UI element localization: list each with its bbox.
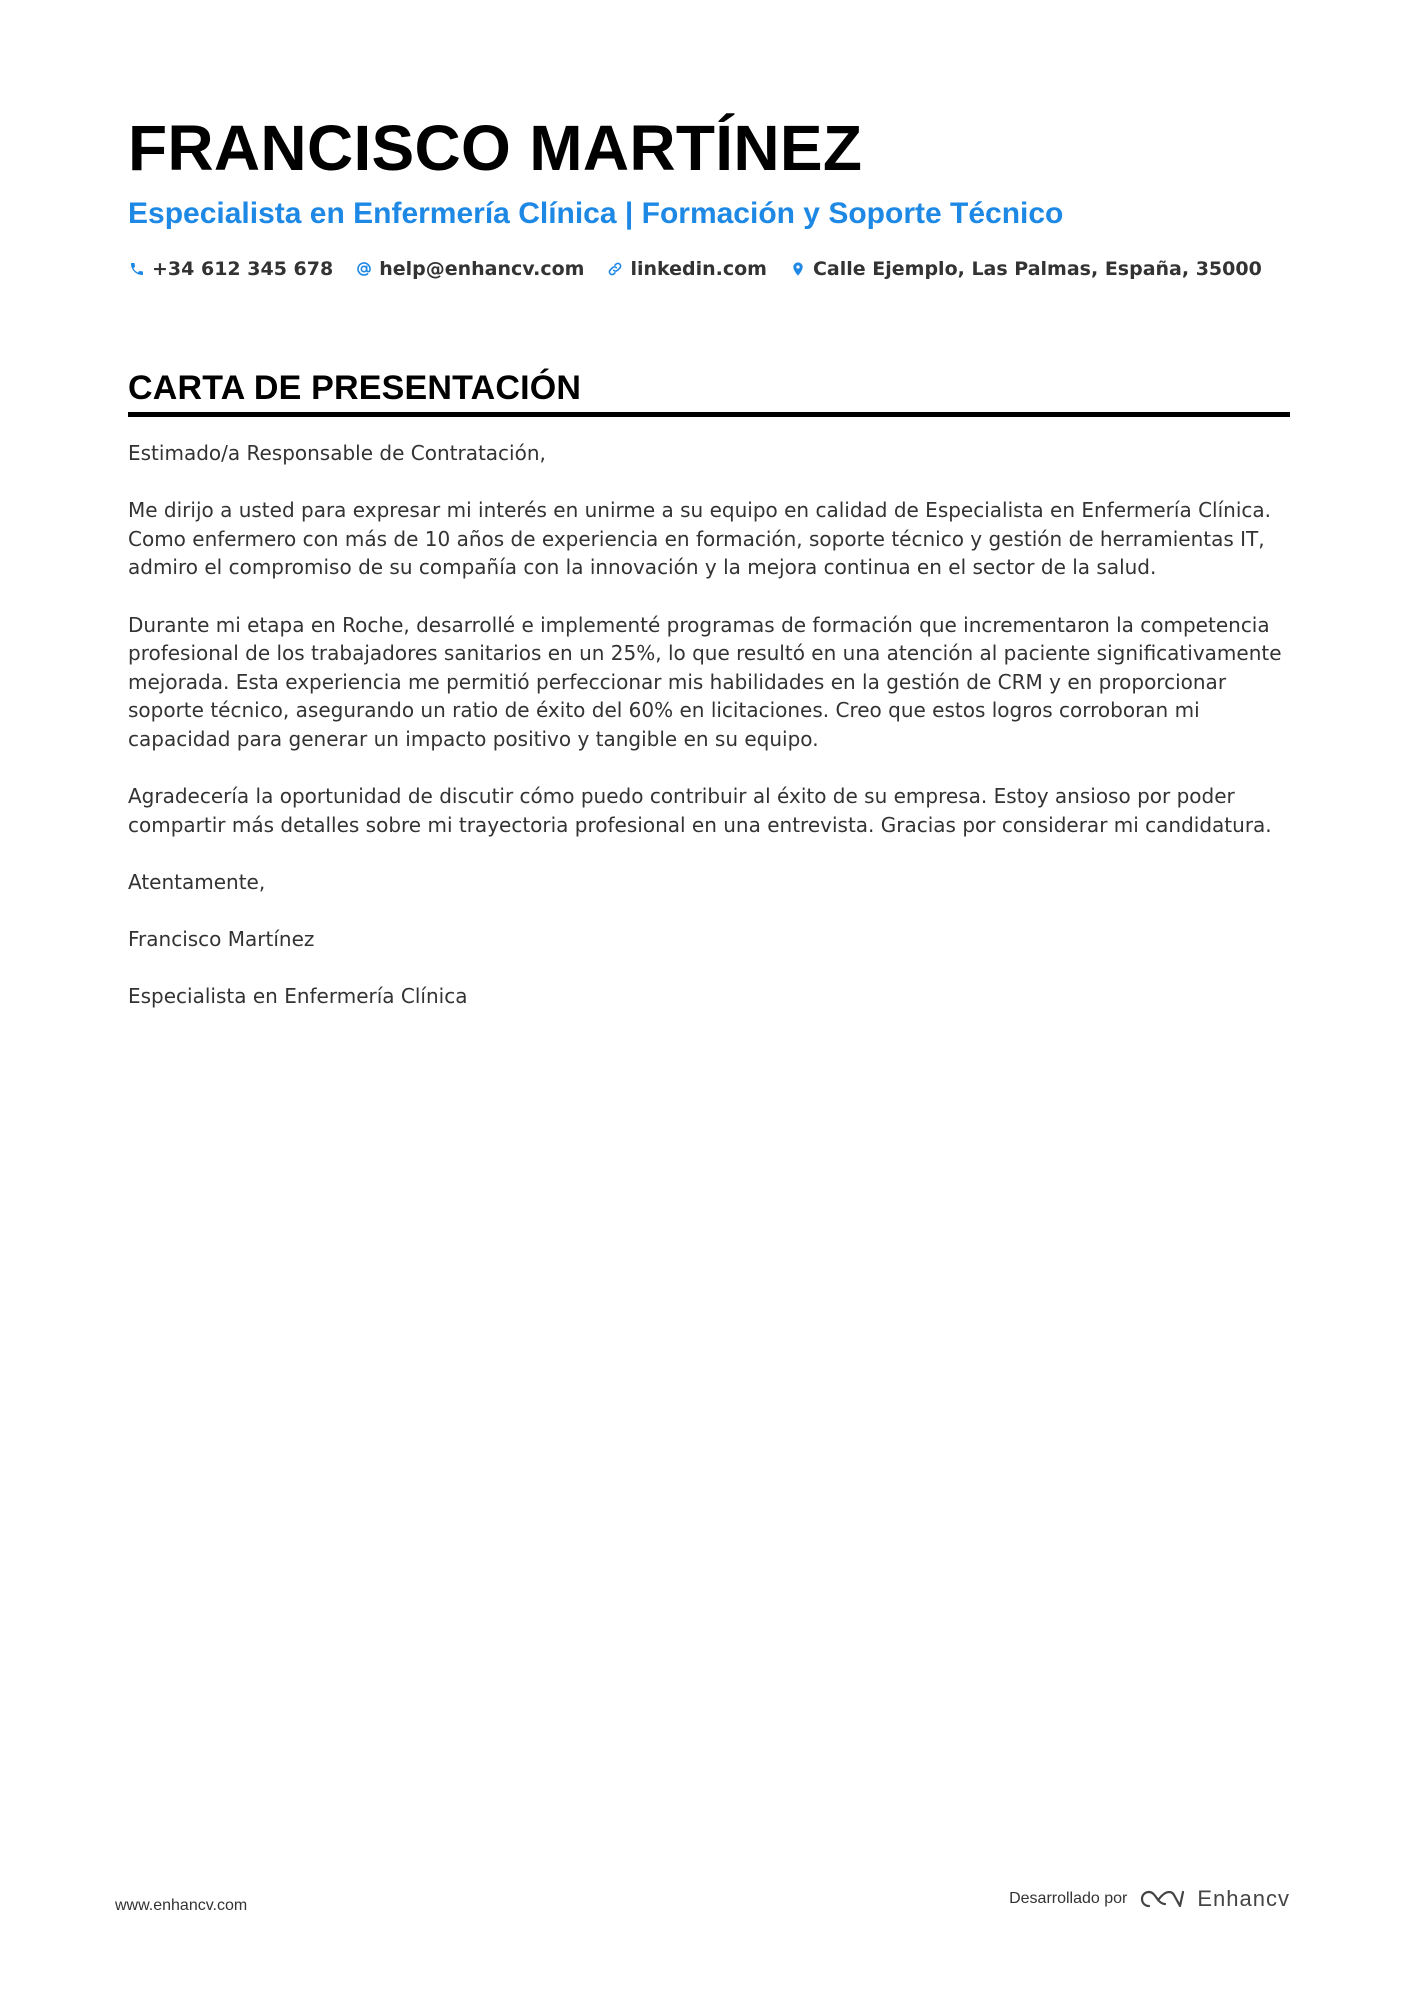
letter-paragraph: Me dirijo a usted para expresar mi interés en unirme a su equipo en calidad de Especialista en Enfermería Clínica. Como enfermero con más de 10 años de experiencia en formación, soporte técnico y gestión de herramientas IT, admiro el compromiso de su compañía con la innovación y la mejora continua en el sector de la salud. [128,498,1271,580]
letter-closing: Atentamente, [128,869,266,894]
enhancv-brand-name: Enhancv [1197,1886,1290,1911]
contact-address [789,258,1262,280]
signature-name: Francisco Martínez [128,927,315,952]
letter-greeting: Estimado/a Responsable de Contratación, [128,441,546,465]
contact-info [128,258,1290,280]
candidate-name: FRANCISCO MARTÍNEZ [128,112,863,184]
letter-paragraph: Agradecería la oportunidad de discutir cómo puedo contribuir al éxito de su empresa. Estoy ansioso por poder compartir más detalles sobre mi trayectoria profesional en una entrevista. Gracias por considerar mi candidatura. [128,784,1272,837]
candidate-title: Especialista en Enfermería Clínica | Formación y Soporte Técnico [128,197,1064,230]
contact-email-text: help@enhancv.com [379,258,585,280]
location-pin-icon [789,260,807,278]
enhancv-logo-icon [1139,1886,1185,1912]
link-icon [606,260,624,278]
footer-website[interactable]: www.enhancv.com [115,1897,248,1914]
cover-letter-page [128,108,1290,1039]
letter-paragraph: Durante mi etapa en Roche, desarrollé e implementé programas de formación que incrementaron la competencia profesional de los trabajadores sanitarios en un 25%, lo que resultó en una atención al paciente significativamente mejorada. Esta experiencia me permitió perfeccionar mis habilidades en la gestión de CRM y en proporcionar soporte técnico, asegurando un ratio de éxito del 60% en licitaciones. Creo que estos logros corroboran mi capacidad para generar un impacto positivo y tangible en su equipo. [128,612,1282,751]
footer-branding [1009,1886,1290,1912]
phone-icon [128,260,146,278]
section-title: CARTA DE PRESENTACIÓN [128,366,1290,417]
contact-address-text: Calle Ejemplo, Las Palmas, España, 35000 [812,258,1262,280]
contact-email[interactable] [355,258,584,280]
contact-phone [128,258,333,280]
powered-by-label: Desarrollado por [1009,1890,1128,1907]
signature-title: Especialista en Enfermería Clínica [128,984,468,1009]
at-icon [355,260,373,278]
contact-phone-text: +34 612 345 678 [152,258,334,280]
contact-linkedin[interactable] [606,258,767,280]
letter-body [128,439,1290,1011]
contact-linkedin-text: linkedin.com [630,258,767,280]
